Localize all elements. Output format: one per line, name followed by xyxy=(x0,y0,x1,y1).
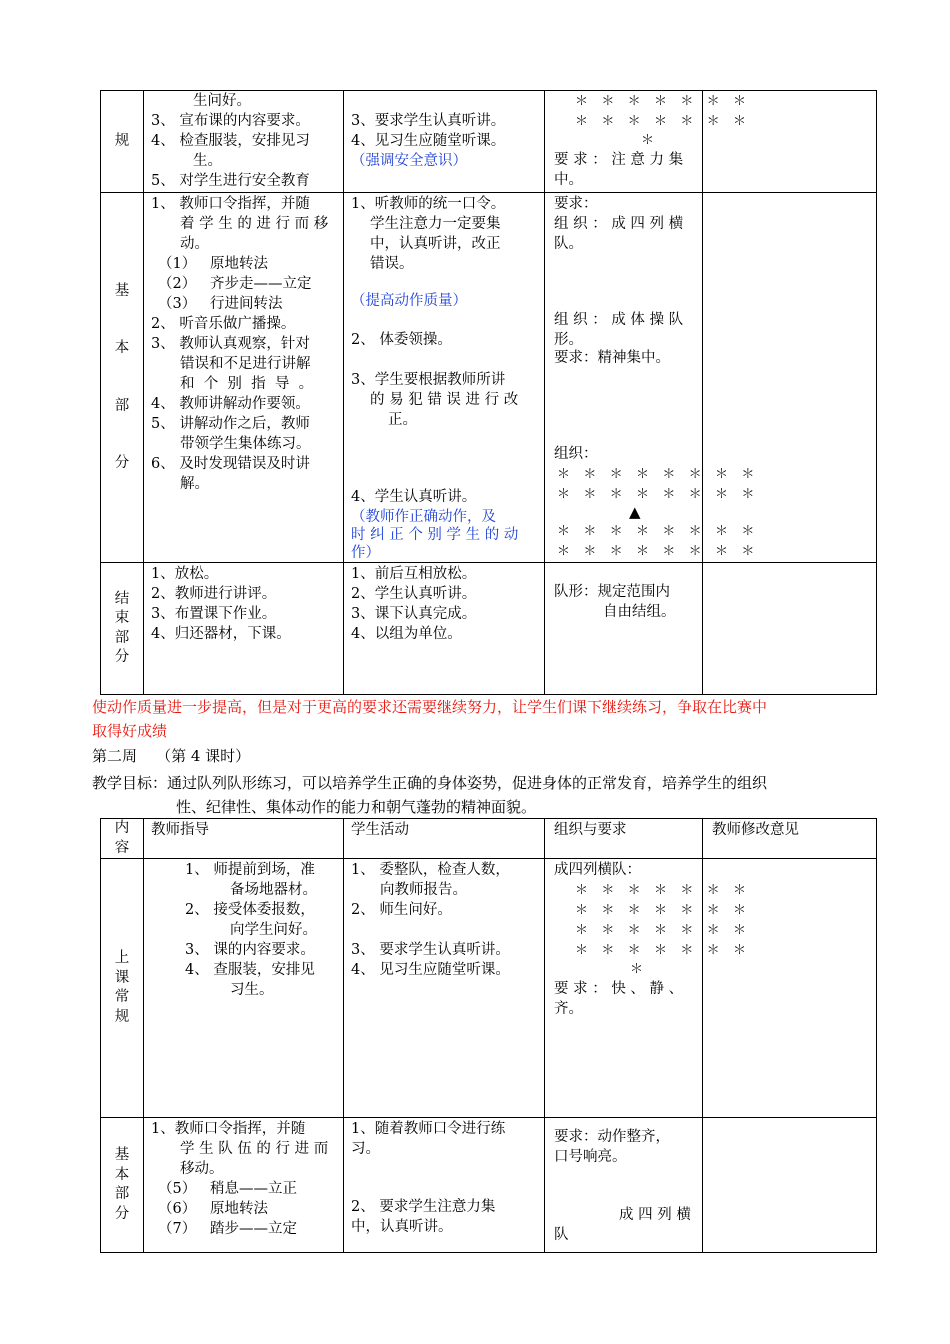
section-label-routine: 规 xyxy=(101,91,144,193)
header-revision: 教师修改意见 xyxy=(703,819,877,859)
header-organization: 组织与要求 xyxy=(545,819,703,859)
organization-cell: 成四列横队： ＊ ＊ ＊ ＊ ＊ ＊ ＊ ＊ ＊ ＊ ＊ ＊ ＊ ＊ ＊ ＊ ＊ ＊ ＊ ＊ ＊ ＊ ＊ ＊ ＊ ＊ ＊ ＊ ＊ 要 求 ： 快 、 静 、 齐。 xyxy=(545,859,703,1118)
section-label-end: 结 束 部 分 xyxy=(101,563,144,695)
organization-cell: ＊ ＊ ＊ ＊ ＊ ＊ ＊ ＊ ＊ ＊ ＊ ＊ ＊ ＊ ＊ 要 求 ： 注 意 力 集 中。 xyxy=(545,91,703,193)
student-activity-cell: 1、前后互相放松。 2、学生认真听讲。 3、课下认真完成。 4、以组为单位。 xyxy=(344,563,545,695)
lesson-plan-table-2 xyxy=(100,818,877,1253)
revision-cell xyxy=(703,193,877,563)
student-activity-cell: 1、随着教师口令进行练 习。 2、 要求学生注意力集 中，认真听讲。 xyxy=(344,1118,545,1253)
teaching-goal-line-2: 性、纪律性、集体动作的能力和朝气蓬勃的精神面貌。 xyxy=(176,798,537,816)
revision-cell xyxy=(703,563,877,695)
teaching-goal-line-1: 教学目标：通过队列队形练习，可以培养学生正确的身体姿势，促进身体的正常发育，培养学生的组织 xyxy=(92,774,768,792)
revision-cell xyxy=(703,1118,877,1253)
lesson-plan-table-1 xyxy=(100,90,877,695)
section-label-start: 上 课 常 规 xyxy=(101,859,144,1118)
teacher-position-triangle: ▲ xyxy=(629,503,641,521)
red-summary-line-1: 使动作质量进一步提高，但是对于更高的要求还需要继续努力，让学生们课下继续练习，争取在比赛中 xyxy=(92,698,768,716)
section-label-basic: 基 本 部 分 xyxy=(101,193,144,563)
teacher-guidance-cell: 1、教师口令指挥，并随 学 生 队 伍 的 行 进 而 移动。 （5） 稍息——立正 （6） 原地转法 （7） 踏步——立定 xyxy=(144,1118,344,1253)
teacher-guidance-cell: 1、放松。 2、教师进行讲评。 3、布置课下作业。 4、归还器材，下课。 xyxy=(144,563,344,695)
organization-cell: 要求： 组 织 ： 成 四 列 横 队。 组 织 ： 成 体 操 队 形。 要求：精神集中。 组织： ＊ ＊ ＊ ＊ ＊ ＊ ＊ ＊ ＊ ＊ ＊ ＊ ＊ ＊ ＊ ＊ ▲ ＊ ＊ ＊ ＊ ＊ ＊ ＊ ＊ ＊ ＊ ＊ ＊ ＊ ＊ ＊ ＊ xyxy=(545,193,703,563)
teacher-guidance-cell: 1、 教师口令指挥，并随 着 学 生 的 进 行 而 移 动。 （1） 原地转法 （2） 齐步走——立定 （3） 行进间转法 2、 听音乐做广播操。 3、 教师认真观察，针对 错误和不足进行讲解 和 个 别 指 导 。 4、 教师讲解动作要领。 5、 讲解动作之后，教师 带领学生集体练习。 6、 及时发现错误及时讲 解。 xyxy=(144,193,344,563)
teacher-guidance-cell: 生问好。 3、 宣布课的内容要求。 4、 检查服装，安排见习 生。 5、 对学生进行安全教育 xyxy=(144,91,344,193)
student-activity-cell: 3、要求学生认真听讲。 4、见习生应随堂听课。 （强调安全意识） xyxy=(344,91,545,193)
week-heading: 第二周 （第 4 课时） xyxy=(92,747,251,765)
organization-cell: 队形：规定范围内 自由结组。 xyxy=(545,563,703,695)
red-summary-line-2: 取得好成绩 xyxy=(92,722,168,740)
header-student-activity: 学生活动 xyxy=(344,819,545,859)
header-content: 内 容 xyxy=(101,819,144,859)
header-teacher-guidance: 教师指导 xyxy=(144,819,344,859)
teacher-guidance-cell: 1、 师提前到场，准 备场地器材。 2、 接受体委报数， 向学生问好。 3、 课的内容要求。 4、 查服装，安排见 习生。 xyxy=(144,859,344,1118)
student-activity-cell: 1、 委整队，检查人数， 向教师报告。 2、 师生问好。 3、 要求学生认真听讲。 4、 见习生应随堂听课。 xyxy=(344,859,545,1118)
student-activity-cell: 1、听教师的统一口令。 学生注意力一定要集 中，认真听讲，改正 错误。 （提高动作质量） 2、 体委领操。 3、学生要根据教师所讲 的 易 犯 错 误 进 行 改 正。 4、学生认真听讲。 （教师作正确动作，及 时 纠 正 个 别 学 生 的 动 作） xyxy=(344,193,545,563)
section-label-basic: 基 本 部 分 xyxy=(101,1118,144,1253)
organization-cell: 要求：动作整齐， 口号响亮。 成 四 列 横 队 xyxy=(545,1118,703,1253)
